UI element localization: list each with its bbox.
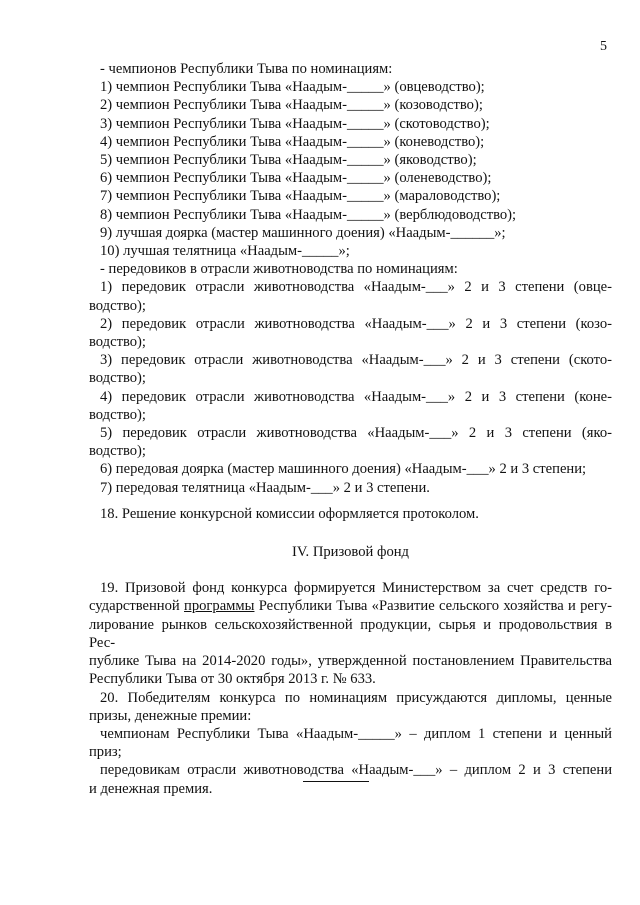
list-item-first-line [89,315,612,333]
list-line: 5) чемпион Республики Тыва «Наадым-_____» (яководство); [100,152,477,169]
leaders-list [89,278,612,523]
list-item-text: 4) передовик отрасли животноводства «Наадым-___» 2 и 3 степени (коне- [100,388,612,405]
list-item-text: 1) передовик отрасли животноводства «Наадым-___» 2 и 3 степени (овце- [100,279,612,296]
document-body [89,60,612,798]
list-line: 8) чемпион Республики Тыва «Наадым-_____» (верблюдоводство); [100,206,517,223]
list-item-continuation: водство); [89,443,146,460]
paragraph-text: чемпионам Республики Тыва «Наадым-_____» – диплом 1 степени и ценный [100,725,612,742]
list-item-first-line [89,424,612,442]
paragraph-line: и денежная премия. [89,780,213,797]
paragraph-text: 20. Победителям конкурса по номинациям присуждаются дипломы, ценные [100,689,612,706]
paragraph-line [89,689,612,707]
paragraph-line: лирование рынков сельскохозяйственной продукции, сырья и продовольствия в Рес- [89,616,612,651]
paragraph-text: сударственной [89,598,185,615]
paragraph-line [89,761,612,779]
list-line: - чемпионов Республики Тыва по номинациям: [100,61,393,77]
list-line: 7) передовая телятница «Наадым-___» 2 и 3 степени. [100,479,430,496]
paragraph-line: призы, денежные премии: [89,707,252,724]
paragraph-line: Республики Тыва от 30 октября 2013 г. № 633. [89,671,376,688]
paragraph-line: публике Тыва на 2014-2020 годы», утвержденной постановлением Правительства [89,653,612,670]
list-item-first-line [89,278,612,296]
clause-19 [89,579,612,688]
list-item-continuation: водство); [89,297,146,314]
list-item-first-line [89,351,612,369]
list-line: 6) передовая доярка (мастер машинного доения) «Наадым-___» 2 и 3 степени; [100,461,587,478]
list-line: 3) чемпион Республики Тыва «Наадым-_____» (скотоводство); [100,115,490,132]
list-item-continuation: водство); [89,406,146,423]
paragraph-text: 19. Призовой фонд конкурса формируется Министерством за счет средств го- [100,580,612,597]
list-item-text: 2) передовик отрасли животноводства «Наадым-___» 2 и 3 степени (козо- [100,315,612,332]
paragraph-line: приз; [89,744,122,761]
paragraph-line [89,597,612,615]
list-line: 6) чемпион Республики Тыва «Наадым-_____» (оленеводство); [100,170,492,187]
section-heading: IV. Призовой фонд [292,544,409,561]
paragraph-line [89,579,612,597]
list-line: 7) чемпион Республики Тыва «Наадым-_____» (мараловодство); [100,188,501,205]
clause-18: 18. Решение конкурсной комиссии оформляется протоколом. [100,505,479,522]
list-line: 9) лучшая доярка (мастер машинного доения) «Наадым-______»; [100,224,506,241]
list-item-first-line [89,388,612,406]
list-line: 4) чемпион Республики Тыва «Наадым-_____» (коневодство); [100,133,485,150]
paragraph-text: передовикам отрасли животноводства «Наадым-___» – диплом 2 и 3 степени [100,762,612,779]
page-number: 5 [600,39,607,54]
list-line: 2) чемпион Республики Тыва «Наадым-_____» (козоводство); [100,97,483,114]
list-line: 10) лучшая телятница «Наадым-_____»; [100,243,350,260]
end-separator-line [303,781,369,782]
program-link[interactable]: программы [184,598,255,615]
list-line: - передовиков в отрасли животноводства по номинациям: [100,261,458,278]
list-item-text: 3) передовик отрасли животноводства «Наадым-___» 2 и 3 степени (ското- [100,352,612,369]
list-item-text: 5) передовик отрасли животноводства «Наадым-___» 2 и 3 степени (яко- [100,425,612,442]
list-item-continuation: водство); [89,334,146,351]
paragraph-line [89,725,612,743]
list-line: 1) чемпион Республики Тыва «Наадым-_____» (овцеводство); [100,79,485,96]
list-item-continuation: водство); [89,370,146,387]
champions-list [89,60,612,278]
paragraph-text: Республики Тыва «Развитие сельского хозяйства и регу- [254,598,613,615]
